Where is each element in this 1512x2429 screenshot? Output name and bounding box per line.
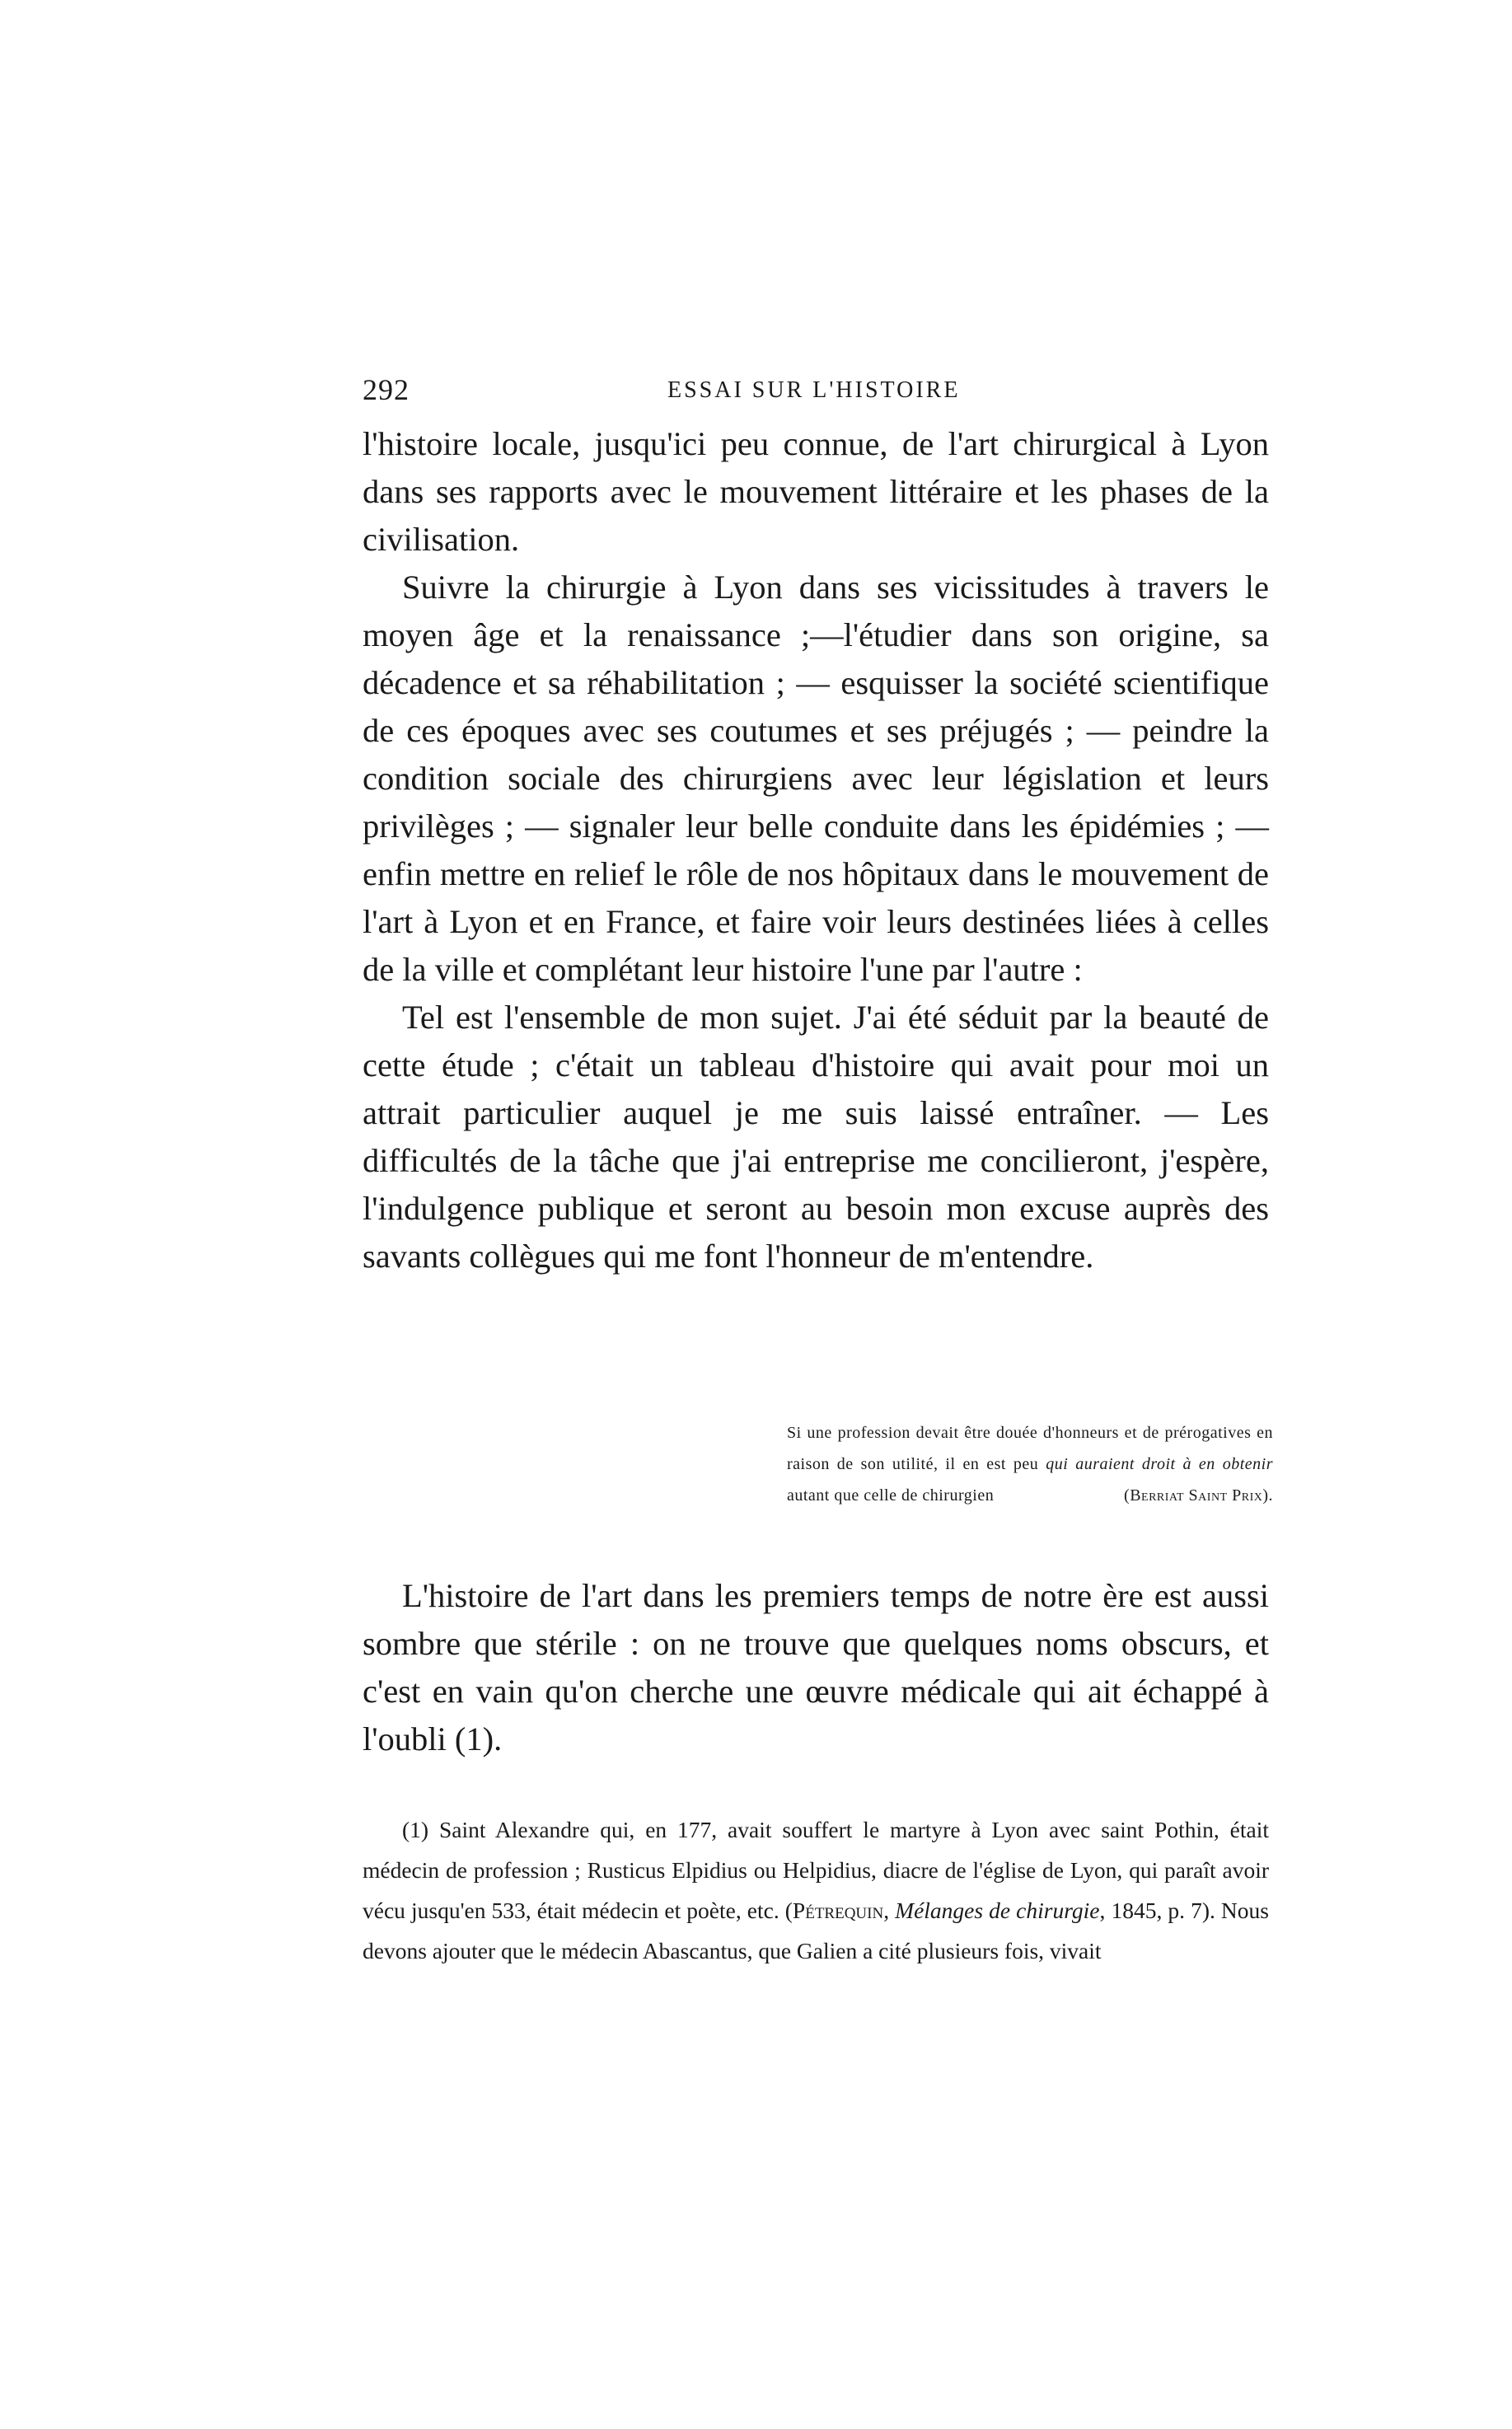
epigraph-text-start: Si une profession devait être douée d'honneurs et de prérogatives en raison de son utilité, il en est peu: [787, 1424, 1273, 1473]
paragraph-plan: Suivre la chirurgie à Lyon dans ses vicissitudes à travers le moyen âge et la renaissance ;—l'étudier dans son origine, sa décadence et sa réhabilitation ; — esquisser la société scientifique de ces époques avec ses coutumes et ses préjugés ; — peindre la condition sociale des chirurgiens avec leur législation et leurs privilèges ; — signaler leur belle conduite dans les épidémies ; — enfin mettre en relief le rôle de nos hôpitaux dans le mouvement de l'art à Lyon et en France, et faire voir leurs destinées liées à celles de la ville et complétant leur histoire l'une par l'autre :: [363, 569, 1269, 988]
epigraph-text-end: autant que celle de chirurgien: [787, 1486, 995, 1505]
footnote-end: , 1845, p. 7). Nous devons ajouter que le médecin Abascantus, que Galien a cité plusieurs fois, vivait: [363, 1898, 1269, 1963]
running-head: ESSAI SUR L'HISTOIRE: [667, 377, 961, 403]
footnote-separator: ,: [883, 1898, 896, 1923]
footnote-work-title: Mélanges de chirurgie: [895, 1898, 1100, 1923]
section-text-block: [363, 1572, 1269, 1763]
epigraph-source-name: (Berriat Saint Prix).: [1124, 1486, 1273, 1505]
page-header: [363, 372, 1269, 405]
footnote-author: Pétrequin: [792, 1898, 884, 1923]
footnote: [363, 1809, 1269, 1971]
epigraph: [787, 1417, 1273, 1511]
epigraph-italic: qui auraient droit à en obtenir: [1046, 1455, 1273, 1473]
paragraph-subject: Tel est l'ensemble de mon sujet. J'ai été séduit par la beauté de cette étude ; c'était un tableau d'histoire qui avait pour moi un attrait particulier auquel je me suis laissé entraîner. — Les difficultés de la tâche que j'ai entreprise me concilieront, j'espère, l'indulgence publique et seront au besoin mon excuse auprès des savants collègues qui me font l'honneur de m'entendre.: [363, 999, 1269, 1275]
paragraph-continuation: l'histoire locale, jusqu'ici peu connue, de l'art chirurgical à Lyon dans ses rapports avec le mouvement littéraire et les phases de la civilisation.: [363, 425, 1269, 558]
footnote-main: (1) Saint Alexandre qui, en 177, avait souffert le martyre à Lyon avec saint Pothin, était médecin de profession ; Rusticus Elpidius ou Helpidius, diacre de l'église de Lyon, qui paraît avoir vécu jusqu'en 533, était médecin et poète, etc. (: [363, 1817, 1269, 1923]
paragraph-early-history: L'histoire de l'art dans les premiers temps de notre ère est aussi sombre que stérile : on ne trouve que quelques noms obscurs, et c'est en vain qu'on cherche une œuvre médicale qui ait échappé à l'oubli (1).: [363, 1577, 1269, 1757]
page-number: 292: [363, 373, 410, 406]
footnote-text: [363, 1809, 1269, 1971]
main-text-block: [363, 420, 1269, 1280]
epigraph-source: [1124, 1480, 1273, 1511]
